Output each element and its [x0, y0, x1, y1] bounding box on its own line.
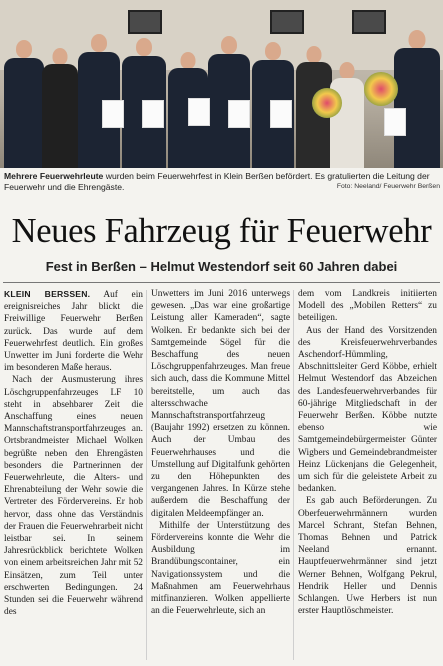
certificate [270, 100, 292, 128]
text-column-2 [151, 288, 290, 666]
certificate [228, 100, 250, 128]
article-paragraph: dem vom Landkreis initiierten Modell des „Mobilen Retters“ zu beteiligen. [298, 289, 437, 324]
article-paragraph [4, 288, 143, 374]
column-divider [293, 290, 294, 660]
wall-picture [352, 10, 386, 34]
person [394, 28, 440, 168]
flower-bouquet [312, 88, 342, 118]
article-paragraph: Nach der Ausmusterung ihres Löschgruppenfahrzeuges LF 10 steht in absehbarer Zeit die Anschaffung eines neuen Mannschaftstransportfahrzeuges an. Ortsbrandmeister Michael Wolken begrüßte neben den Ehrengästen besonders die Partnerinnen der Feuerwehrleute, die Alters- und Ehrenabteilung der Wehr sowie die Vertreter des Fördervereins. Er hob hervor, dass ohne das Verständnis der Frauen die Feuerwehrarbeit nicht leistbar sei. In seinem Jahresrückblick berichtete Wolken von einem arbeitsreichen Jahr mit 52 Einsätzen, zum Teil unter erschwerten Bedingungen. 24 Stunden sei die Feuerwehr während des [4, 375, 143, 618]
article-paragraph: Mithilfe der Unterstützung des Fördervereins konnte die Wehr die Ausbildung im Brandübungscontainer, ein Navigationssystem und die Maßnahmen am Feuerwehrhaus mitfinanzieren. Wolken appellierte an die Feuerwehrleute, sich an [151, 520, 290, 617]
article-headline: Neues Fahrzeug für Feuerwehr [11, 212, 432, 250]
text-column-3 [298, 288, 437, 666]
flower-bouquet [364, 72, 398, 106]
column-divider [146, 290, 147, 660]
text-column-1 [4, 288, 143, 666]
person [42, 46, 78, 168]
paragraph-text: Auf ein ereignisreiches Jahr blickt die Freiwillige Feuerwehr Berßen zurück. Das wurde auf dem Feuerwehrfest deutlich. Ein großes Unwetter im Juni forderte die Wehr im besonderen Maße heraus. [4, 290, 143, 374]
photo-credit: Foto: Neeland/ Feuerwehr Berßen [336, 183, 440, 190]
certificate [142, 100, 164, 128]
article-paragraph: Es gab auch Beförderungen. Zu Oberfeuerwehrmännern wurden Marcel Schrant, Stefan Behnen, Thomas Behnen und Patrick Neeland ernannt. Hauptfeuerwehrmänner sind jetzt Werner Behnen, Wolfgang Pekrul, Hendrik Heller und Dennis Schlangen. Uwe Herbers ist nun erster Hauptlöschmeister. [298, 496, 437, 617]
certificate [102, 100, 124, 128]
person [4, 38, 44, 168]
article-paragraph: Aus der Hand des Vorsitzenden des Kreisfeuerwehrverbandes Aschendorf-Hümmling, Abschnittsleiter Gerd Köbbe, erhielt Helmut Westendorf das Abzeichen des Landesfeuerwehrverbandes für 60-jährige Mitgliedschaft in der Feuerwehr Berßen. Köbbe nutzte ebenso wie Samtgemeindebürgermeister Günter Wigbers und Gemeindebrandmeister Heinz Lückenjans die Gelegenheit, um sich für die geleistete Arbeit zu bedanken. [298, 325, 437, 495]
certificate [384, 108, 406, 136]
article-subheadline: Fest in Berßen – Helmut Westendorf seit 60 Jahren dabei [45, 259, 398, 274]
wall-picture [128, 10, 162, 34]
divider [3, 282, 440, 283]
caption-lead: Mehrere Feuerwehrleute [4, 171, 104, 181]
article-paragraph: Unwetters im Juni 2016 unterwegs gewesen. „Das war eine großartige Leistung aller Kameraden“, sagte Wolken. Er bedankte sich bei der Samtgemeinde Sögel für die Beschaffung des neuen Löschgruppenfahrzeuges. Man freue sich auch, dass die Kommune Mittel bereitstelle, um auch das altersschwache Mannschaftstransportfahrzeug (Baujahr 1992) ersetzen zu können. Auch der Umbau des Feuerwehrhauses und die Umstellung auf Digitalfunk gehörten zu den Höhepunkten des vergangenen Jahres. In Kürze stehe außerdem die Beschaffung der digitalen Meldeempfänger an. [151, 289, 290, 519]
dateline: KLEIN BERSSEN. [4, 289, 91, 299]
wall-picture [270, 10, 304, 34]
group-photo [0, 0, 443, 168]
certificate [188, 98, 210, 126]
caption-text: wurden beim Feuerwehrfest in Klein Berßen befördert. Es gratulierten die Leitung der Feuerwehr und die Ehrengäste. [4, 171, 430, 192]
